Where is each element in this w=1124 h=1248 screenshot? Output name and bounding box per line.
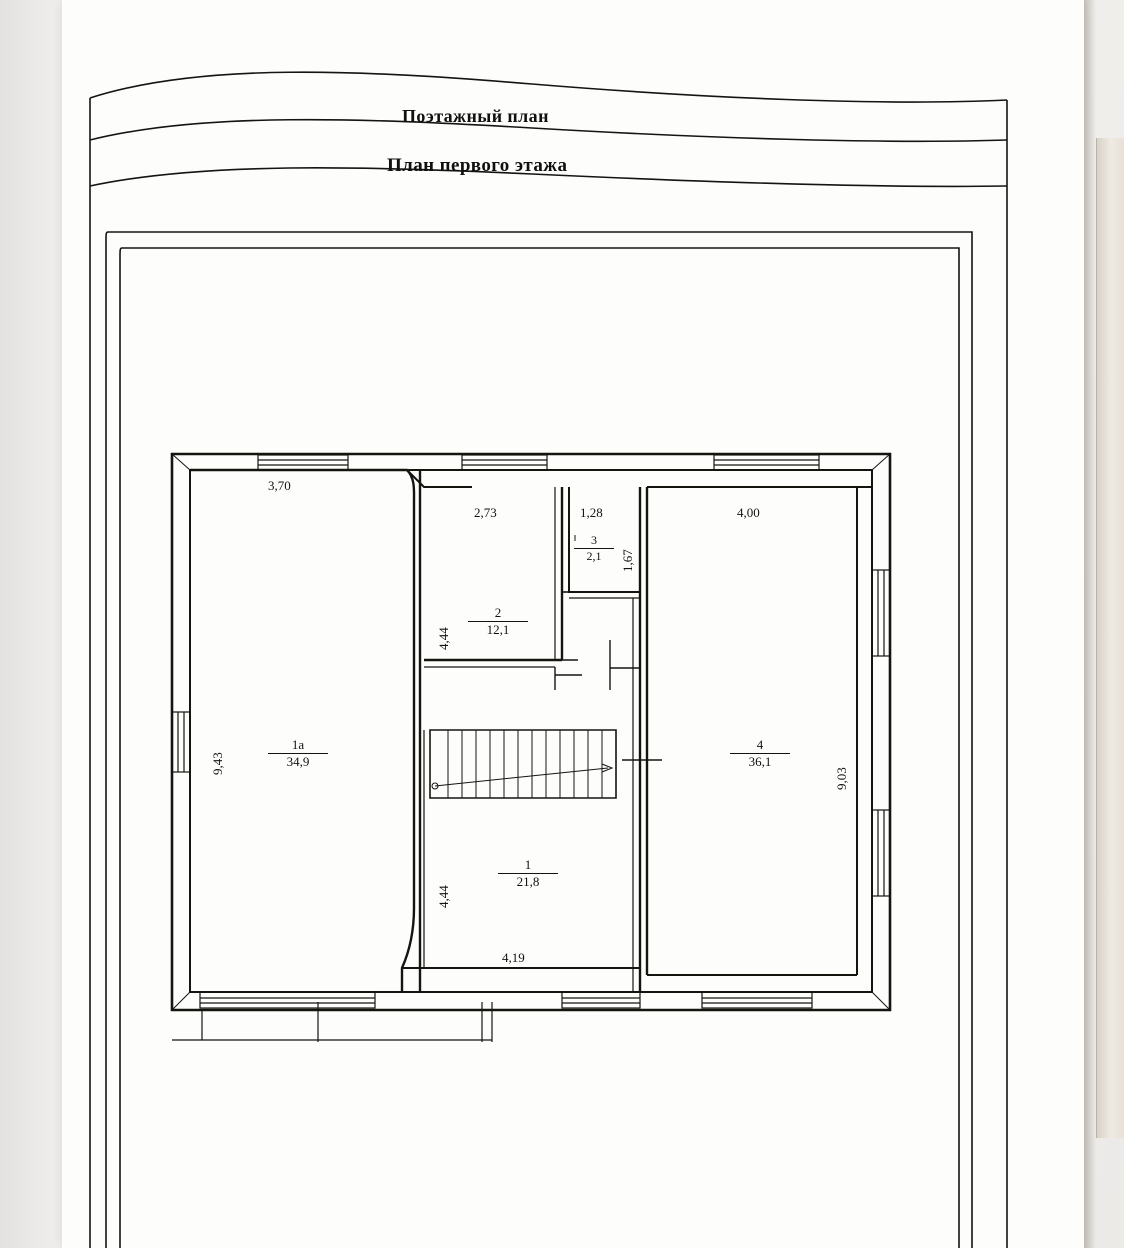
room-label-4 xyxy=(730,738,790,768)
dimension-top-small: 1,28 xyxy=(580,505,603,520)
dimension-left-height: 9,43 xyxy=(210,752,225,775)
room-4-area: 36,1 xyxy=(748,753,772,769)
room-1-number: 1 xyxy=(498,858,558,874)
page-left-margin xyxy=(0,0,62,1248)
room-2-area: 12,1 xyxy=(486,621,510,637)
dimension-room2-height: 4,44 xyxy=(436,627,451,650)
dimension-top-right: 4,00 xyxy=(737,505,760,520)
document-title-line-2: План первого этажа xyxy=(387,155,568,176)
dimension-right-height: 9,03 xyxy=(834,767,849,790)
room-label-1 xyxy=(498,858,558,888)
room-4-number: 4 xyxy=(730,738,790,754)
room-1a-area: 34,9 xyxy=(286,753,310,769)
room-label-3 xyxy=(574,534,614,562)
paper-edge-shadow xyxy=(1084,0,1096,1248)
room-3-number: 3 xyxy=(574,534,614,549)
document-title-line-1: Поэтажный план xyxy=(402,106,549,126)
room-label-2 xyxy=(468,606,528,636)
room-label-1a xyxy=(268,738,328,768)
room-2-number: 2 xyxy=(468,606,528,622)
dimension-top-left: 3,70 xyxy=(268,478,291,493)
page-right-edge xyxy=(1096,138,1124,1138)
floor-plan-drawing xyxy=(62,0,1084,1248)
dimension-room3-height: 1,67 xyxy=(620,549,635,572)
dimension-room1-height: 4,44 xyxy=(436,885,451,908)
plan-vector-layer xyxy=(62,0,1084,1248)
room-3-area: 2,1 xyxy=(586,548,602,563)
room-1a-number: 1а xyxy=(268,738,328,754)
dimension-bottom-mid: 4,19 xyxy=(502,950,525,965)
dimension-top-mid: 2,73 xyxy=(474,505,497,520)
room-1-area: 21,8 xyxy=(516,873,540,889)
